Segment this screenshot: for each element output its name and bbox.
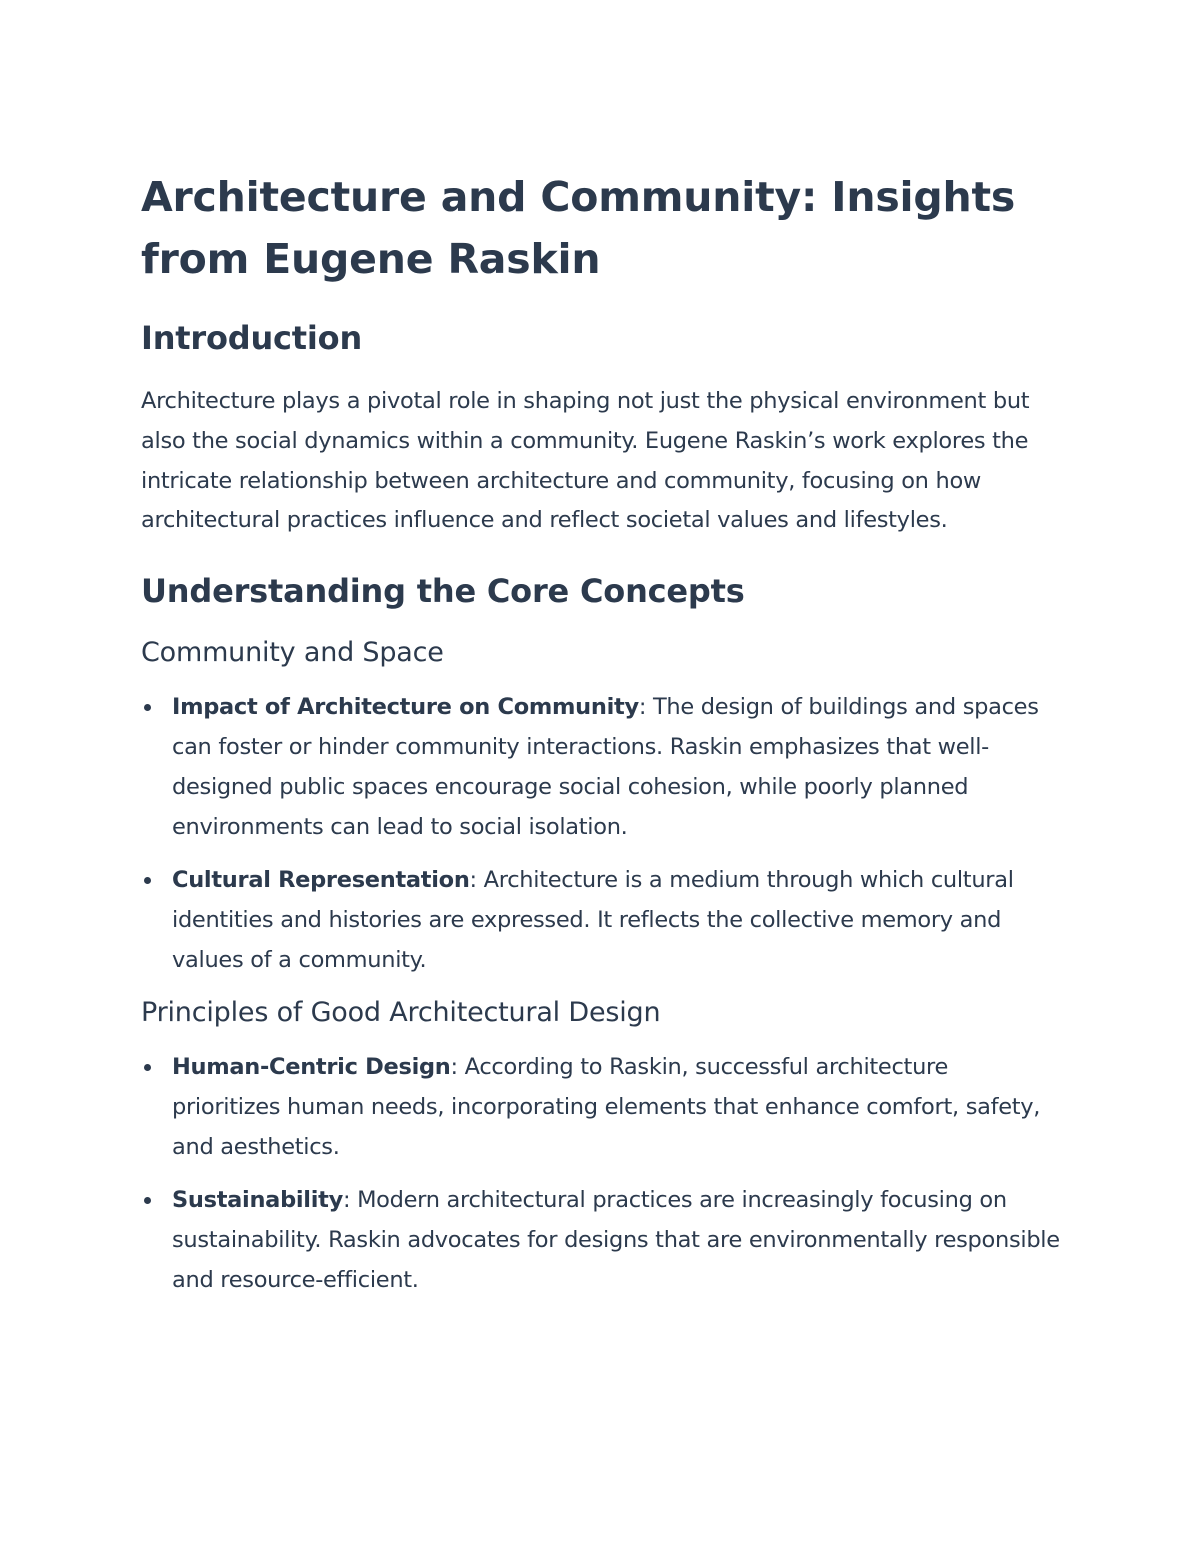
- bullet-icon: [144, 1197, 151, 1204]
- list-item-text: : According to Raskin, successful architecture prioritizes human needs, incorporating elements that enhance comfort, safety, and aesthetics.: [172, 1054, 1041, 1161]
- introduction-paragraph: Architecture plays a pivotal role in shaping not just the physical environment but also the social dynamics within a community. Eugene Raskin’s work explores the intricate relationship between architecture and community, focusing on how architectural practices influence and reflect societal values and lifestyles.: [141, 388, 1030, 534]
- list-item-term: Human-Centric Design: [172, 1054, 451, 1081]
- list-item: [141, 1180, 1060, 1300]
- bullet-icon: [144, 1064, 151, 1071]
- principles-heading: Principles of Good Architectural Design: [141, 997, 661, 1029]
- list-item: [141, 1047, 1060, 1167]
- community-and-space-list: [141, 687, 1060, 980]
- list-item-text: : Architecture is a medium through which cultural identities and histories are expressed. It reflects the collective memory and values of a community.: [172, 867, 1014, 974]
- principles-list: [141, 1047, 1060, 1300]
- list-item: [141, 860, 1060, 980]
- document-title: Architecture and Community: Insights from Eugene Raskin: [141, 173, 1016, 283]
- list-item-term: Impact of Architecture on Community: [172, 694, 639, 721]
- list-item-text: : Modern architectural practices are increasingly focusing on sustainability. Raskin advocates for designs that are environmentally responsible and resource-efficient.: [172, 1187, 1060, 1294]
- list-item-text: : The design of buildings and spaces can foster or hinder community interactions. Raskin emphasizes that well-designed public spaces encourage social cohesion, while poorly planned environments can lead to social isolation.: [172, 694, 1039, 841]
- list-item: [141, 687, 1060, 847]
- list-item-term: Sustainability: [172, 1187, 343, 1214]
- bullet-icon: [144, 877, 151, 884]
- community-and-space-heading: Community and Space: [141, 637, 444, 669]
- bullet-icon: [144, 704, 151, 711]
- list-item-term: Cultural Representation: [172, 867, 470, 894]
- introduction-heading: Introduction: [141, 319, 363, 357]
- core-concepts-heading: Understanding the Core Concepts: [141, 572, 745, 611]
